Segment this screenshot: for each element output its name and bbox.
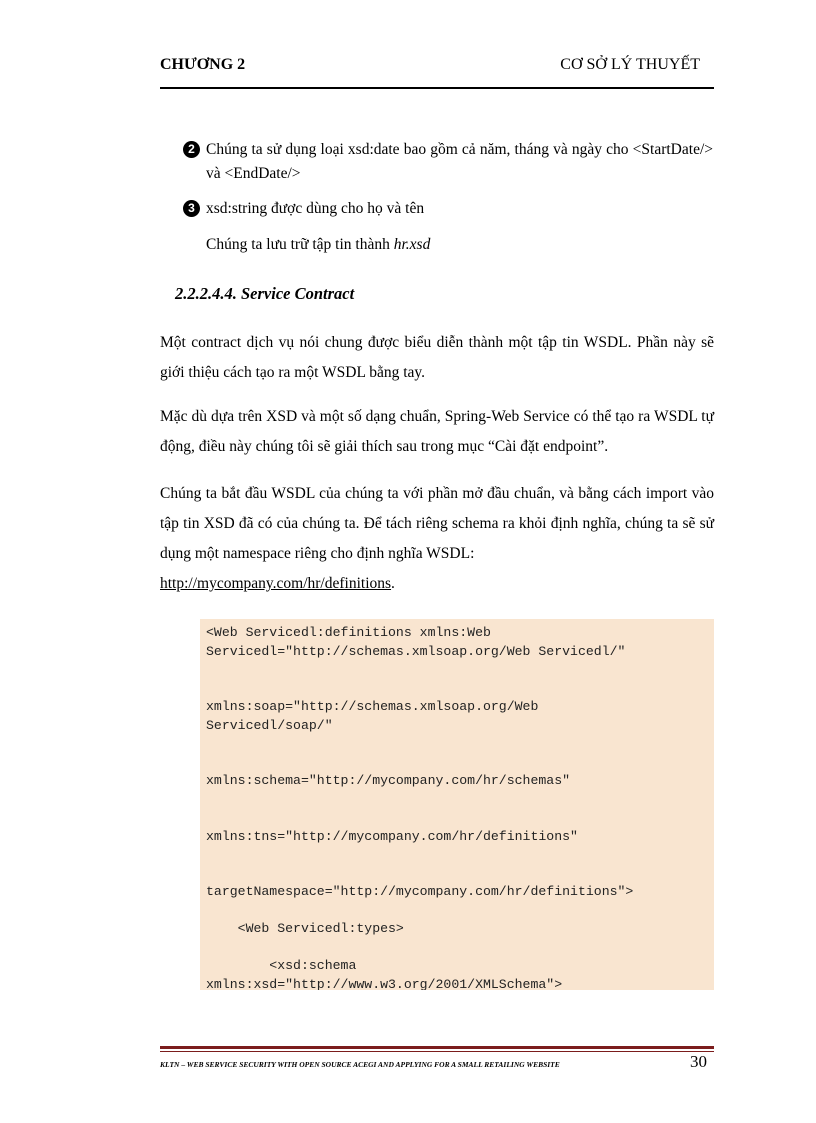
code-line: xmlns:xsd="http://www.w3.org/2001/XMLSchema">: [206, 976, 563, 990]
section-heading: 2.2.2.4.4. Service Contract: [175, 284, 355, 303]
paragraph-text: Chúng ta bắt đầu WSDL của chúng ta với phần mở đầu chuẩn, và bằng cách import vào tập tin XSD đã có của chúng ta. Để tách riêng schema ra khỏi định nghĩa, chúng ta sẽ sử dụng một namespace riêng cho định nghĩa WSDL:: [160, 485, 714, 562]
bullet-item: [183, 197, 713, 221]
code-line: [206, 939, 708, 958]
paragraph-end: .: [391, 575, 395, 592]
footer-divider-thin: [160, 1051, 714, 1052]
paragraph: [160, 479, 714, 599]
code-line: xmlns:soap="http://schemas.xmlsoap.org/Web: [206, 699, 539, 714]
code-line: <Web Servicedl:types>: [206, 921, 404, 936]
footer-title: KLTN – WEB SERVICE SECURITY WITH OPEN SOURCE ACEGI AND APPLYING FOR A SMALL RETAILING WEBSITE: [160, 1060, 560, 1069]
bullet-text: Chúng ta sử dụng loại xsd:date bao gồm cả năm, tháng và ngày cho <StartDate/> và <EndDate/>: [206, 141, 713, 182]
code-line: [206, 902, 708, 921]
definitions-link[interactable]: http://mycompany.com/hr/definitions: [160, 575, 392, 592]
code-block: [200, 619, 714, 990]
code-line: [206, 791, 708, 810]
section-label: CƠ SỞ LÝ THUYẾT: [560, 56, 700, 73]
code-line: [206, 846, 708, 865]
paragraph: Mặc dù dựa trên XSD và một số dạng chuẩn, Spring-Web Service có thể tạo ra WSDL tự động, điều này chúng tôi sẽ giải thích sau trong mục “Cài đặt endpoint”.: [160, 408, 714, 455]
code-line: [206, 754, 708, 773]
save-note: [206, 233, 430, 257]
note-filename: hr.xsd: [393, 236, 431, 253]
page-header: [160, 56, 714, 90]
code-line: [206, 809, 708, 828]
code-line: [206, 735, 708, 754]
header-divider: [160, 87, 714, 89]
code-line: xmlns:schema="http://mycompany.com/hr/schemas": [206, 773, 571, 788]
code-line: Servicedl/soap/": [206, 717, 333, 733]
footer-divider: [160, 1046, 714, 1049]
paragraph: Một contract dịch vụ nói chung được biểu diễn thành một tập tin WSDL. Phần này sẽ giới thiệu cách tạo ra một WSDL bằng tay.: [160, 334, 714, 381]
code-line: xmlns:tns="http://mycompany.com/hr/definitions": [206, 828, 578, 844]
note-prefix: Chúng ta lưu trữ tập tin thành: [206, 236, 394, 253]
bullet-item: [183, 138, 713, 186]
circled-number-icon: 3: [183, 200, 200, 217]
bullet-text: xsd:string được dùng cho họ và tên: [206, 200, 425, 217]
code-line: <xsd:schema: [206, 958, 357, 973]
code-line: [206, 661, 708, 680]
code-line: <Web Servicedl:definitions xmlns:Web: [206, 625, 491, 640]
chapter-label: CHƯƠNG 2: [160, 56, 246, 73]
circled-number-icon: 2: [183, 141, 200, 158]
page-number: 30: [690, 1052, 707, 1071]
code-line: [206, 680, 708, 699]
code-line: targetNamespace="http://mycompany.com/hr/definitions">: [206, 884, 634, 899]
code-line: Servicedl="http://schemas.xmlsoap.org/Web Servicedl/": [206, 643, 626, 659]
code-line: [206, 865, 708, 884]
